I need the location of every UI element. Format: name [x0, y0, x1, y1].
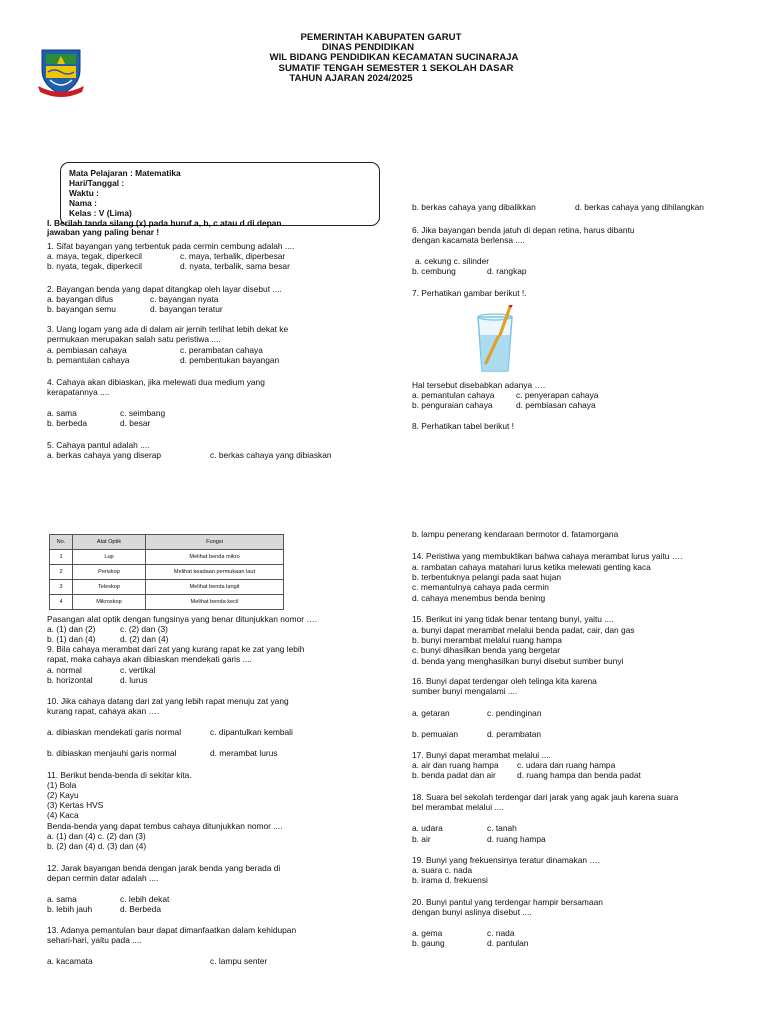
- question-14: 14. Peristiwa yang membuktikan bahwa cahaya merambat lurus yaitu ….: [412, 551, 683, 561]
- question-10-line1: 10. Jika cahaya datang dari zat yang lebih rapat menuju zat yang: [47, 696, 289, 706]
- question-8-text: Pasangan alat optik dengan fungsinya yang benar ditunjukkan nomor ….: [47, 614, 318, 624]
- question-9-line1: 9. Bila cahaya merambat dari zat yang kurang rapat ke zat yang lebih: [47, 644, 305, 654]
- option-16c: c. pendinginan: [487, 708, 542, 718]
- option-10b: b. dibiaskan menjauhi garis normal: [47, 748, 177, 758]
- table-cell: Melihat benda kecil: [146, 595, 284, 610]
- option-18a: a. udara: [412, 823, 443, 833]
- question-16-line1: 16. Bunyi dapat terdengar oleh telinga kita karena: [412, 676, 597, 686]
- question-11-item-3: (3) Kertas HVS: [47, 800, 104, 810]
- option-1b: b. nyata, tegak, diperkecil: [47, 261, 142, 271]
- table-cell: 1: [50, 550, 73, 565]
- table-cell: 3: [50, 580, 73, 595]
- option-12d: d. Berbeda: [120, 904, 161, 914]
- option-1d: d. nyata, terbalik, sama besar: [180, 261, 290, 271]
- question-10-line2: kurang rapat, cahaya akan ….: [47, 706, 160, 716]
- header-government: PEMERINTAH KABUPATEN GARUT: [300, 32, 462, 43]
- option-20c: c. nada: [487, 928, 515, 938]
- option-14b: b. terbentuknya pelangi pada saat hujan: [412, 572, 562, 582]
- table-cell: Melihat benda langit: [146, 580, 284, 595]
- option-1a: a. maya, tegak, diperkecil: [47, 251, 142, 261]
- question-12-line1: 12. Jarak bayangan benda dengan jarak benda yang berada di: [47, 863, 281, 873]
- option-3d: d. pembentukan bayangan: [180, 355, 280, 365]
- question-11-item-4: (4) Kaca: [47, 810, 79, 820]
- table-row: [50, 580, 284, 595]
- option-10d: d. merambat lurus: [210, 748, 278, 758]
- question-3-line2: permukaan merupakan salah satu peristiwa ....: [47, 334, 221, 344]
- question-6-line1: 6. Jika bayangan benda jatuh di depan retina, harus dibantu: [412, 225, 635, 235]
- option-12a: a. sama: [47, 894, 77, 904]
- table-cell: 2: [50, 565, 73, 580]
- question-4-line2: kerapatannya ....: [47, 387, 110, 397]
- instruction-line1: I. Berilah tanda silang (x) pada huruf a, b, c atau d di depan: [47, 218, 282, 228]
- option-20d: d. pantulan: [487, 938, 529, 948]
- option-5d: d. berkas cahaya yang dihilangkan: [575, 202, 704, 212]
- instruction-line2: jawaban yang paling benar !: [47, 227, 160, 237]
- question-5: 5. Cahaya pantul adalah ....: [47, 440, 150, 450]
- table-cell: Teleskop: [73, 580, 146, 595]
- question-7: 7. Perhatikan gambar berikut !.: [412, 288, 527, 298]
- option-15c: c. bunyi dihasilkan benda yang bergetar: [412, 645, 561, 655]
- table-row: [50, 595, 284, 610]
- question-7-text: Hal tersebut disebabkan adanya ….: [412, 380, 546, 390]
- option-4d: d. besar: [120, 418, 151, 428]
- option-20a: a. gema: [412, 928, 443, 938]
- option-16b: b. pemuaian: [412, 729, 459, 739]
- option-7c: c. penyerapan cahaya: [516, 390, 599, 400]
- question-11-item-2: (2) Kayu: [47, 790, 79, 800]
- info-name: Nama :: [69, 198, 97, 208]
- question-11-item-1: (1) Bola: [47, 780, 77, 790]
- table-row: [50, 550, 284, 565]
- option-17d: d. ruang hampa dan benda padat: [517, 770, 641, 780]
- option-13c: c. lampu senter: [210, 956, 268, 966]
- option-6d: d. rangkap: [487, 266, 527, 276]
- info-class: Kelas : V (Lima): [69, 208, 132, 218]
- table-cell: Periskop: [73, 565, 146, 580]
- option-18b: b. air: [412, 834, 431, 844]
- table-header-tool: Alat Optik: [73, 535, 146, 550]
- question-15: 15. Berikut ini yang tidak benar tentang bunyi, yaitu ....: [412, 614, 614, 624]
- option-16d: d. perambatan: [487, 729, 542, 739]
- option-8c: c. (2) dan (3): [120, 624, 168, 634]
- question-19: 19. Bunyi yang frekuensinya teratur dinamakan ….: [412, 855, 601, 865]
- optical-tools-table: [49, 534, 284, 610]
- option-7d: d. pembiasan cahaya: [516, 400, 596, 410]
- option-6b: b. cembung: [412, 266, 456, 276]
- question-11-text: Benda-benda yang dapat tembus cahaya ditunjukkan nomor ....: [47, 821, 283, 831]
- option-9d: d. lurus: [120, 675, 148, 685]
- table-cell: 4: [50, 595, 73, 610]
- option-9a: a. normal: [47, 665, 82, 675]
- option-13a: a. kacamata: [47, 956, 93, 966]
- header-exam-title: SUMATIF TENGAH SEMESTER 1 SEKOLAH DASAR: [278, 63, 514, 74]
- table-cell: Melihat keadaan permukaan laut: [146, 565, 284, 580]
- question-20-line1: 20. Bunyi pantul yang terdengar hampir bersamaan: [412, 897, 603, 907]
- question-12-line2: depan cermin datar adalah ....: [47, 873, 159, 883]
- option-6a-6c: a. cekung c. silinder: [415, 256, 490, 266]
- question-4-line1: 4. Cahaya akan dibiaskan, jika melewati dua medium yang: [47, 377, 265, 387]
- header-district: WIL BIDANG PENDIDIKAN KECAMATAN SUCINARAJA: [269, 52, 519, 63]
- option-18d: d. ruang hampa: [487, 834, 546, 844]
- option-12b: b. lebih jauh: [47, 904, 93, 914]
- question-16-line2: sumber bunyi mengalami ....: [412, 686, 518, 696]
- option-11a: a. (1) dan (4) c. (2) dan (3): [47, 831, 146, 841]
- question-17: 17. Bunyi dapat merambat melalui ....: [412, 750, 551, 760]
- question-2: 2. Bayangan benda yang dapat ditangkap oleh layar disebut ....: [47, 284, 282, 294]
- question-20-line2: dengan bunyi aslinya disebut ....: [412, 907, 532, 917]
- question-13-line1: 13. Adanya pemantulan baur dapat dimanfaatkan dalam kehidupan: [47, 925, 297, 935]
- option-17a: a. air dan ruang hampa: [412, 760, 499, 770]
- option-2d: d. bayangan teratur: [150, 304, 223, 314]
- table-header-function: Fungsi: [146, 535, 284, 550]
- question-18-line1: 18. Suara bel sekolah terdengar dari jarak yang agak jauh karena suara: [412, 792, 679, 802]
- option-18c: c. tanah: [487, 823, 517, 833]
- option-9c: c. vertikal: [120, 665, 156, 675]
- option-3c: c. perambatan cahaya: [180, 345, 263, 355]
- option-16a: a. getaran: [412, 708, 450, 718]
- option-4b: b. berbeda: [47, 418, 88, 428]
- option-15a: a. bunyi dapat merambat melalui benda padat, cair, dan gas: [412, 625, 635, 635]
- option-11b: b. (2) dan (4) d. (3) dan (4): [47, 841, 147, 851]
- option-8b: b. (1) dan (4): [47, 634, 96, 644]
- option-7b: b. penguraian cahaya: [412, 400, 493, 410]
- option-10c: c. dipantulkan kembali: [210, 727, 293, 737]
- table-cell: Melihat benda mikro: [146, 550, 284, 565]
- question-8: 8. Perhatikan tabel berikut !: [412, 421, 514, 431]
- option-4c: c. seimbang: [120, 408, 166, 418]
- option-3a: a. pembiasan cahaya: [47, 345, 127, 355]
- option-9b: b. horizontal: [47, 675, 93, 685]
- option-19a: a. suara c. nada: [412, 865, 473, 875]
- option-8a: a. (1) dan (2): [47, 624, 96, 634]
- option-14d: d. cahaya menembus benda bening: [412, 593, 546, 603]
- option-17b: b. benda padat dan air: [412, 770, 496, 780]
- option-4a: a. sama: [47, 408, 77, 418]
- table-cell: Mikroskop: [73, 595, 146, 610]
- option-2c: c. bayangan nyata: [150, 294, 219, 304]
- option-8d: d. (2) dan (4): [120, 634, 169, 644]
- question-6-line2: dengan kacamata berlensa ....: [412, 235, 525, 245]
- table-row: [50, 565, 284, 580]
- option-19b: b. irama d. frekuensi: [412, 875, 488, 885]
- option-2a: a. bayangan difus: [47, 294, 114, 304]
- option-2b: b. bayangan semu: [47, 304, 116, 314]
- table-cell: Lup: [73, 550, 146, 565]
- option-3b: b. pemantulan cahaya: [47, 355, 130, 365]
- header-school-year: TAHUN AJARAN 2024/2025: [289, 73, 413, 84]
- option-13b-13d: b. lampu penerang kendaraan bermotor d. fatamorgana: [412, 529, 619, 539]
- info-time: Waktu :: [69, 188, 99, 198]
- question-11: 11. Berikut benda-benda di sekitar kita.: [47, 770, 192, 780]
- info-subject: Mata Pelajaran : Matematika: [69, 168, 181, 178]
- option-14c: c. memantulnya cahaya pada cermin: [412, 582, 549, 592]
- glass-with-pencil-image: [470, 305, 520, 375]
- table-header-no: No.: [50, 535, 73, 550]
- option-20b: b. gaung: [412, 938, 445, 948]
- question-18-line2: bel merambat melalui ....: [412, 802, 504, 812]
- option-5c: c. berkas cahaya yang dibiaskan: [210, 450, 332, 460]
- option-14a: a. rambatan cahaya matahari lurus ketika melewati genting kaca: [412, 562, 651, 572]
- option-12c: c. lebih dekat: [120, 894, 170, 904]
- info-date: Hari/Tanggal :: [69, 178, 125, 188]
- option-15b: b. bunyi merambat melalui ruang hampa: [412, 635, 562, 645]
- question-9-line2: rapat, maka cahaya akan dibiaskan mendekati garis ....: [47, 654, 252, 664]
- option-15d: d. benda yang menghasilkan bunyi disebut sumber bunyi: [412, 656, 624, 666]
- option-17c: c. udara dan ruang hampa: [517, 760, 616, 770]
- option-7a: a. pemantulan cahaya: [412, 390, 495, 400]
- table-header-row: [50, 535, 284, 550]
- header-office: DINAS PENDIDIKAN: [321, 42, 415, 53]
- question-13-line2: sehari-hari, yaitu pada ....: [47, 935, 142, 945]
- question-3-line1: 3. Uang logam yang ada di dalam air jernih terlihat lebih dekat ke: [47, 324, 289, 334]
- question-1: 1. Sifat bayangan yang terbentuk pada cermin cembung adalah ....: [47, 241, 295, 251]
- option-5a: a. berkas cahaya yang diserap: [47, 450, 162, 460]
- option-10a: a. dibiaskan mendekati garis normal: [47, 727, 182, 737]
- option-5b: b. berkas cahaya yang dibalikkan: [412, 202, 536, 212]
- option-1c: c. maya, terbalik, diperbesar: [180, 251, 286, 261]
